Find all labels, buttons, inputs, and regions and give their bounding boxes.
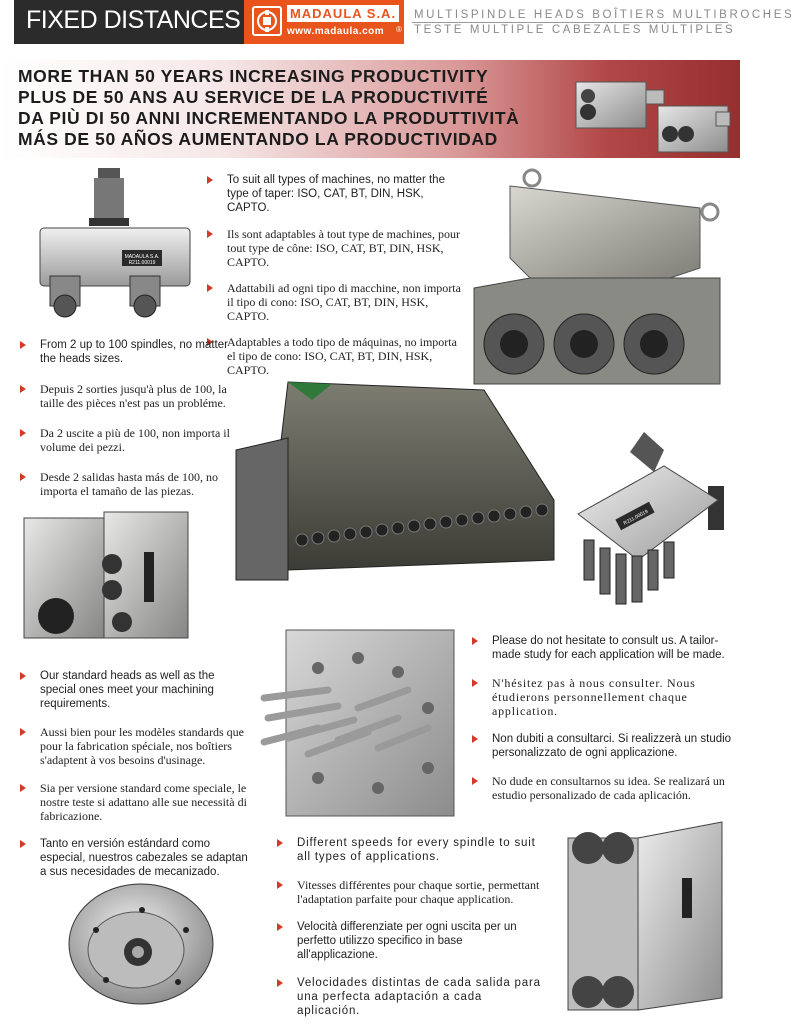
list-item [18,725,250,767]
item-text: Velocità differenziate per ogni uscita per un perfetto utilizzo specifico in base all'applicazione. [297,921,517,961]
list-item [205,173,467,215]
bullet-arrow-icon [20,429,26,437]
item-text: Ils sont adaptables à tout type de machines, pour tout type de cône: ISO, CAT, BT, DIN, HSK, CAPTO. [227,227,460,269]
four-spindle-block-photo [562,818,732,1012]
nameplate-brand: MADAULA S.A. [124,254,160,260]
bullet-arrow-icon [20,840,26,848]
spindle-count-list [18,338,230,510]
compact-block-head-photo [22,512,192,642]
list-item [18,382,230,410]
bullet-arrow-icon [20,672,26,680]
brand-name: MADAULA S.A. [287,5,399,22]
plate-many-spindles-photo [258,628,458,818]
long-multispindle-head-photo [232,380,562,590]
item-text: Adattabili ad ogni tipo di macchine, non importa il tipo di cono: ISO, CAT, BT, DIN, HSK, CAPTO. [227,281,461,323]
bullet-arrow-icon [277,979,283,987]
bullet-arrow-icon [20,473,26,481]
brand-emblem-icon [252,6,282,36]
bullet-arrow-icon [20,784,26,792]
list-item [275,976,545,1018]
item-text: Desde 2 salidas hasta más de 100, no importa el tamaño de las piezas. [40,470,218,498]
standard-heads-list [18,669,250,891]
slogan-it: DA PIÙ DI 50 ANNI INCREMENTANDO LA PRODUTTIVITÀ [18,108,520,128]
bullet-arrow-icon [472,735,478,743]
list-item [275,878,545,906]
item-text: No dude en consultarnos su idea. Se realizará un estudio personalizado de cada aplicación. [492,774,725,802]
bullet-arrow-icon [207,230,213,238]
six-spindle-head-photo [568,430,734,616]
page-title: FIXED DISTANCES [26,6,241,34]
nameplate-code: R211.00019 [128,260,156,266]
bullet-arrow-icon [277,923,283,931]
item-text: From 2 up to 100 spindles, no matter the heads sizes. [40,339,228,365]
registered-mark: ® [396,25,402,34]
list-item [18,669,250,711]
list-item [18,837,250,879]
slogan-fr: PLUS DE 50 ANS AU SERVICE DE LA PRODUCTIVITÉ [18,87,489,107]
nameplate-code-2: R211.00019 [622,508,650,527]
bullet-arrow-icon [277,839,283,847]
item-text: Da 2 uscite a più de 100, non importa il volume dei pezzi. [40,426,230,454]
slogan-es: MÁS DE 50 AÑOS AUMENTANDO LA PRODUCTIVIDAD [18,129,498,149]
item-text: Aussi bien pour les modèles standards que pour la fabrication spéciale, nos boîtiers s'adaptent à vos besoins d'usinage. [40,725,244,767]
slogan-en: MORE THAN 50 YEARS INCREASING PRODUCTIVITY [18,66,489,86]
list-item [470,774,732,802]
item-text: To suit all types of machines, no matter the type of taper: ISO, CAT, BT, DIN, HSK, CAPTO. [227,174,445,214]
bullet-arrow-icon [472,777,478,785]
list-item [470,634,732,662]
list-item [275,920,545,962]
bullet-arrow-icon [20,385,26,393]
bullet-arrow-icon [472,679,478,687]
bullet-arrow-icon [207,176,213,184]
list-item [470,676,732,718]
spindle-speeds-list [275,836,545,1030]
list-item [18,470,230,498]
item-text: Tanto en versión estándard como especial, nuestros cabezales se adaptan a sus necesidades de mecanizado. [40,838,248,878]
subtitle-line-2: TESTE MULTIPLE CABEZALES MÚLTIPLES [414,24,736,36]
subtitle-line-1: MULTISPINDLE HEADS BOÎTIERS MULTIBROCHES [414,9,794,21]
item-text: Depuis 2 sorties jusqu'à plus de 100, la taille des pièces n'est pas un probléme. [40,382,227,410]
list-item [18,426,230,454]
item-text: Adaptables a todo tipo de máquinas, no importa el tipo de cono: ISO, CAT, BT, DIN, HSK, CAPTO. [227,335,457,377]
banner-heads-photo [566,62,736,156]
bullet-arrow-icon [20,341,26,349]
consultation-list [470,634,732,814]
list-item [275,836,545,864]
item-text: Vitesses différentes pour chaque sortie, permettant l'adaptation parfaite pour chaque application. [297,878,540,906]
subtitle-divider [412,22,728,23]
head-with-taper-photo [34,166,194,326]
taper-compatibility-list [205,173,467,389]
item-text: Sia per versione standard come speciale, le nostre teste si adattano alle sue necessità di fabricazione. [40,781,247,823]
round-head-photo [66,870,216,1010]
three-spindle-head-photo [470,168,732,394]
bullet-arrow-icon [20,728,26,736]
item-text: Please do not hesitate to consult us. A tailor-made study for each application will be made. [492,635,725,661]
bullet-arrow-icon [207,284,213,292]
bullet-arrow-icon [277,881,283,889]
item-text: Our standard heads as well as the special ones meet your machining requirements. [40,670,215,710]
item-text: Different speeds for every spindle to suit all types of applications. [297,837,536,863]
list-item [205,335,467,377]
item-text: N'hésitez pas à nous consulter. Nous étudierons personnellement chaque application. [492,676,696,718]
list-item [18,781,250,823]
list-item [470,732,732,760]
list-item [205,281,467,323]
item-text: Velocidades distintas de cada salida para una perfecta adaptación a cada aplicación. [297,977,541,1017]
item-text: Non dubiti a consultarci. Si realizzerà un studio personalizzato de ogni applicazione. [492,733,732,759]
bullet-arrow-icon [472,637,478,645]
list-item [205,227,467,269]
brand-url: www.madaula.com [287,26,385,37]
list-item [18,338,230,366]
